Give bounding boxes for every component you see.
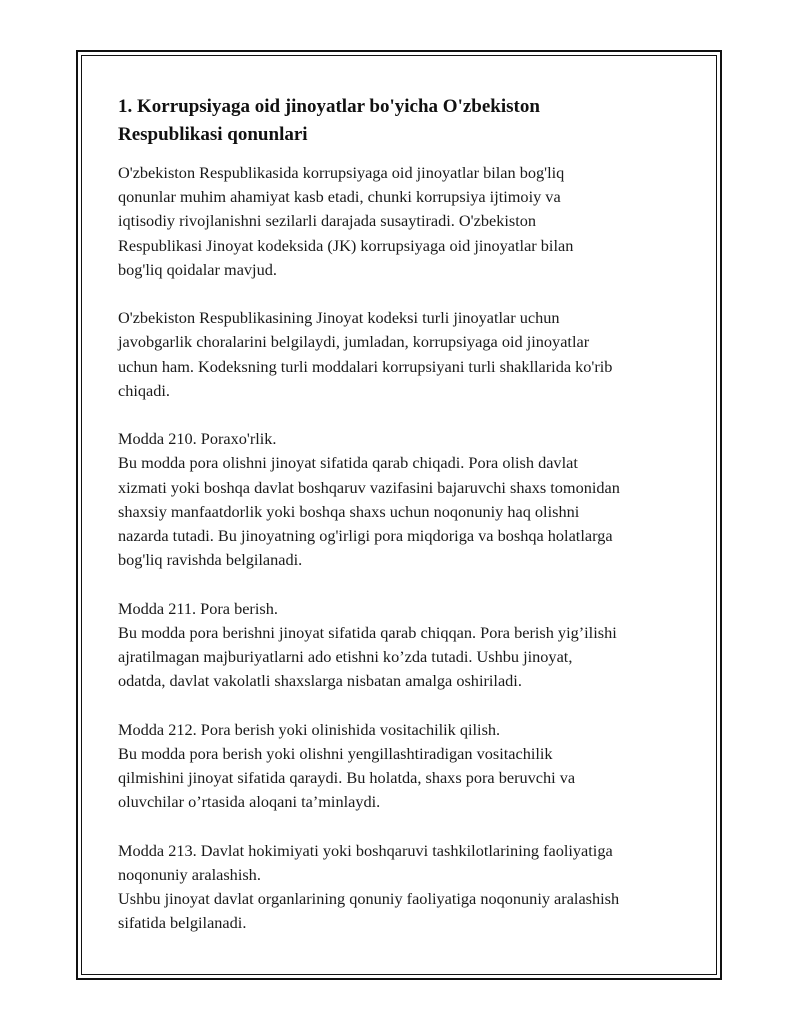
text-line: uchun ham. Kodeksning turli moddalari korrupsiyani turli shakllarida ko'rib bbox=[118, 356, 613, 376]
text-line: qilmishini jinoyat sifatida qaraydi. Bu holatda, shaxs pora beruvchi va bbox=[118, 768, 576, 788]
text-line: shaxsiy manfaatdorlik yoki boshqa shaxs uchun noqonuniy haq olishni bbox=[118, 501, 580, 521]
paragraph-article-213 bbox=[118, 839, 688, 936]
article-heading: Modda 212. Pora berish yoki olinishida vositachilik qilish. bbox=[118, 719, 501, 739]
text-line: ajratilmagan majburiyatlarni ado etishni ko’zda tutadi. Ushbu jinoyat, bbox=[118, 647, 573, 667]
article-heading: Modda 210. Poraxo'rlik. bbox=[118, 429, 277, 449]
text-line: Ushbu jinoyat davlat organlarining qonuniy faoliyatiga noqonuniy aralashish bbox=[118, 889, 620, 909]
title-line: 1. Korrupsiyaga oid jinoyatlar bo'yicha O'zbekiston bbox=[118, 96, 540, 117]
text-line: Respublikasi Jinoyat kodeksida (JK) korrupsiyaga oid jinoyatlar bilan bbox=[118, 235, 574, 255]
document-body bbox=[118, 93, 688, 960]
text-line: javobgarlik choralarini belgilaydi, jumladan, korrupsiyaga oid jinoyatlar bbox=[118, 332, 590, 352]
text-line: nazarda tutadi. Bu jinoyatning og'irligi pora miqdoriga va boshqa holatlarga bbox=[118, 526, 613, 546]
text-line: bog'liq ravishda belgilanadi. bbox=[118, 550, 303, 570]
text-line: bog'liq qoidalar mavjud. bbox=[118, 259, 277, 279]
text-line: xizmati yoki boshqa davlat boshqaruv vazifasini bajaruvchi shaxs tomonidan bbox=[118, 477, 620, 497]
text-line: oluvchilar o’rtasida aloqani ta’minlaydi. bbox=[118, 792, 381, 812]
text-line: Bu modda pora berishni jinoyat sifatida qarab chiqqan. Pora berish yig’ilishi bbox=[118, 622, 617, 642]
paragraph-article-211 bbox=[118, 597, 688, 694]
text-line: O'zbekiston Respublikasining Jinoyat kodeksi turli jinoyatlar uchun bbox=[118, 308, 560, 328]
text-line: Bu modda pora berish yoki olishni yengillashtiradigan vositachilik bbox=[118, 743, 553, 763]
article-heading: Modda 213. Davlat hokimiyati yoki boshqaruvi tashkilotlarining faoliyatiga bbox=[118, 840, 613, 860]
text-line: iqtisodiy rivojlanishni sezilarli darajada susaytiradi. O'zbekiston bbox=[118, 211, 537, 231]
text-line: odatda, davlat vakolatli shaxslarga nisbatan amalga oshiriladi. bbox=[118, 671, 522, 691]
text-line: qonunlar muhim ahamiyat kasb etadi, chunki korrupsiya ijtimoiy va bbox=[118, 187, 561, 207]
text-line: Bu modda pora olishni jinoyat sifatida qarab chiqadi. Pora olish davlat bbox=[118, 453, 578, 473]
text-line: chiqadi. bbox=[118, 380, 170, 400]
document-title bbox=[118, 93, 688, 149]
text-line: sifatida belgilanadi. bbox=[118, 913, 247, 933]
paragraph-article-212 bbox=[118, 718, 688, 815]
text-line: O'zbekiston Respublikasida korrupsiyaga oid jinoyatlar bilan bog'liq bbox=[118, 163, 565, 182]
article-heading: Modda 211. Pora berish. bbox=[118, 598, 278, 618]
title-line: Respublikasi qonunlari bbox=[118, 124, 308, 145]
paragraph-intro bbox=[118, 161, 688, 282]
article-heading: noqonuniy aralashish. bbox=[118, 864, 261, 884]
paragraph-article-210 bbox=[118, 427, 688, 572]
paragraph-criminal-code bbox=[118, 306, 688, 403]
